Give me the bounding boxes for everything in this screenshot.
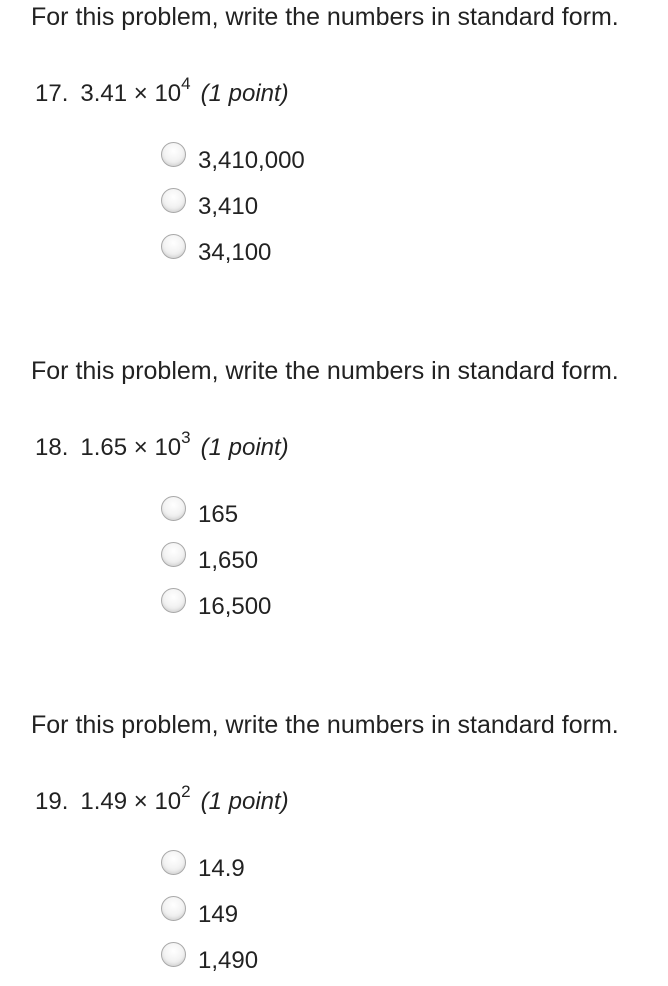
answer-option[interactable] — [161, 232, 305, 278]
answer-option-label[interactable]: 3,410 — [198, 193, 259, 220]
answer-option-label[interactable]: 1,490 — [198, 947, 259, 974]
question-prompt — [35, 782, 289, 818]
radio-button[interactable] — [161, 188, 186, 213]
answer-option[interactable] — [161, 894, 258, 940]
question-instruction: For this problem, write the numbers in standard form. — [31, 3, 619, 31]
question-expression — [80, 428, 191, 464]
radio-button[interactable] — [161, 850, 186, 875]
question-number: 17. — [35, 80, 69, 107]
answer-option-label[interactable]: 14.9 — [198, 855, 245, 882]
expression-base: 1.49 × 10 — [80, 788, 182, 815]
question-number: 19. — [35, 788, 69, 815]
question-expression — [80, 782, 191, 818]
answer-option[interactable] — [161, 848, 258, 894]
question-number: 18. — [35, 434, 69, 461]
question-prompt — [35, 74, 289, 110]
expression-exponent: 4 — [181, 74, 191, 93]
answer-option[interactable] — [161, 940, 258, 986]
answer-option-label[interactable]: 1,650 — [198, 547, 259, 574]
answer-option[interactable] — [161, 140, 305, 186]
answer-option-label[interactable]: 165 — [198, 501, 239, 528]
radio-button[interactable] — [161, 496, 186, 521]
answer-option-label[interactable]: 3,410,000 — [198, 147, 305, 174]
answer-options — [161, 494, 271, 632]
answer-option-label[interactable]: 149 — [198, 901, 239, 928]
question-points: (1 point) — [200, 434, 289, 461]
answer-option-label[interactable]: 16,500 — [198, 593, 272, 620]
question-points: (1 point) — [200, 788, 289, 815]
answer-options — [161, 848, 258, 986]
question-expression — [80, 74, 191, 110]
expression-exponent: 3 — [181, 428, 191, 447]
answer-option[interactable] — [161, 494, 271, 540]
radio-button[interactable] — [161, 542, 186, 567]
expression-exponent: 2 — [181, 782, 191, 801]
question-points: (1 point) — [200, 80, 289, 107]
answer-option[interactable] — [161, 186, 305, 232]
radio-button[interactable] — [161, 896, 186, 921]
question-prompt — [35, 428, 289, 464]
question-instruction: For this problem, write the numbers in standard form. — [31, 357, 619, 385]
answer-option[interactable] — [161, 540, 271, 586]
answer-option[interactable] — [161, 586, 271, 632]
question-instruction: For this problem, write the numbers in standard form. — [31, 711, 619, 739]
answer-option-label[interactable]: 34,100 — [198, 239, 272, 266]
radio-button[interactable] — [161, 142, 186, 167]
radio-button[interactable] — [161, 234, 186, 259]
expression-base: 1.65 × 10 — [80, 434, 182, 461]
expression-base: 3.41 × 10 — [80, 80, 182, 107]
answer-options — [161, 140, 305, 278]
radio-button[interactable] — [161, 588, 186, 613]
radio-button[interactable] — [161, 942, 186, 967]
